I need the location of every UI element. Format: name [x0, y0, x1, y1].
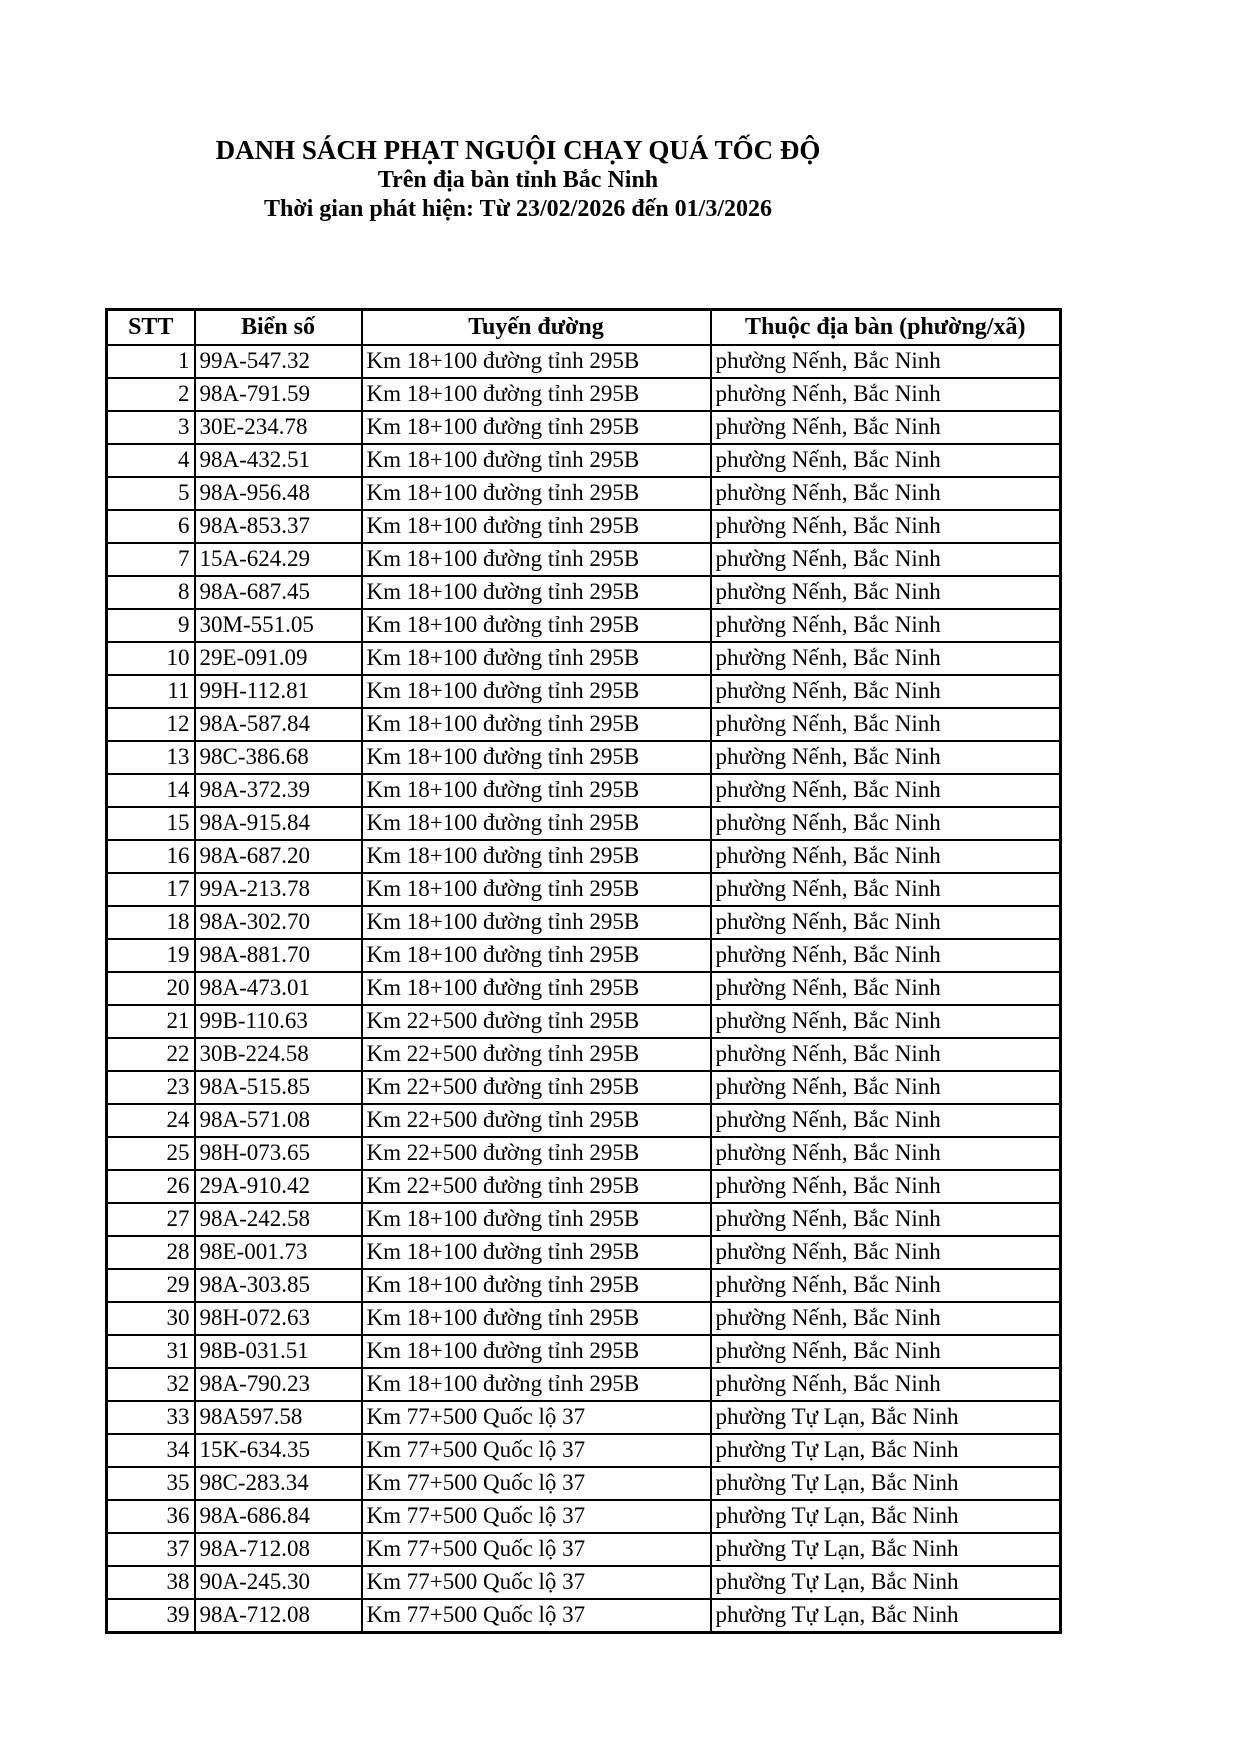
stt-cell: 30	[107, 1302, 195, 1335]
plate-cell: 98A-915.84	[195, 807, 362, 840]
plate-cell: 98A-881.70	[195, 939, 362, 972]
table-row	[107, 675, 1061, 708]
stt-cell: 34	[107, 1434, 195, 1467]
stt-cell: 8	[107, 576, 195, 609]
plate-cell: 98A-712.08	[195, 1599, 362, 1633]
table-row	[107, 708, 1061, 741]
stt-cell: 7	[107, 543, 195, 576]
location-cell: phường Nếnh, Bắc Ninh	[711, 873, 1061, 906]
location-cell: phường Nếnh, Bắc Ninh	[711, 411, 1061, 444]
table-row	[107, 345, 1061, 378]
location-cell: phường Nếnh, Bắc Ninh	[711, 477, 1061, 510]
road-cell: Km 18+100 đường tỉnh 295B	[362, 1335, 711, 1368]
document-subtitle: Trên địa bàn tỉnh Bắc Ninh	[377, 167, 659, 193]
plate-cell: 98B-031.51	[195, 1335, 362, 1368]
plate-cell: 98A-853.37	[195, 510, 362, 543]
location-cell: phường Tự Lạn, Bắc Ninh	[711, 1401, 1061, 1434]
document-header	[0, 134, 1036, 224]
stt-cell: 4	[107, 444, 195, 477]
road-cell: Km 18+100 đường tỉnh 295B	[362, 642, 711, 675]
table-row	[107, 510, 1061, 543]
stt-cell: 11	[107, 675, 195, 708]
stt-cell: 18	[107, 906, 195, 939]
stt-cell: 14	[107, 774, 195, 807]
table-header-row	[107, 310, 1061, 346]
location-cell: phường Nếnh, Bắc Ninh	[711, 1236, 1061, 1269]
stt-cell: 22	[107, 1038, 195, 1071]
plate-cell: 30B-224.58	[195, 1038, 362, 1071]
table-row	[107, 1170, 1061, 1203]
location-cell: phường Tự Lạn, Bắc Ninh	[711, 1434, 1061, 1467]
road-cell: Km 18+100 đường tỉnh 295B	[362, 840, 711, 873]
road-cell: Km 18+100 đường tỉnh 295B	[362, 378, 711, 411]
table-row	[107, 1203, 1061, 1236]
road-cell: Km 18+100 đường tỉnh 295B	[362, 576, 711, 609]
road-cell: Km 22+500 đường tỉnh 295B	[362, 1071, 711, 1104]
plate-cell: 99A-213.78	[195, 873, 362, 906]
table-row	[107, 1335, 1061, 1368]
location-cell: phường Nếnh, Bắc Ninh	[711, 444, 1061, 477]
stt-cell: 27	[107, 1203, 195, 1236]
road-cell: Km 77+500 Quốc lộ 37	[362, 1500, 711, 1533]
location-cell: phường Nếnh, Bắc Ninh	[711, 1302, 1061, 1335]
table-row	[107, 1434, 1061, 1467]
table-row	[107, 444, 1061, 477]
stt-cell: 33	[107, 1401, 195, 1434]
stt-cell: 16	[107, 840, 195, 873]
location-cell: phường Nếnh, Bắc Ninh	[711, 741, 1061, 774]
table-row	[107, 1104, 1061, 1137]
table-row	[107, 807, 1061, 840]
table-row	[107, 1302, 1061, 1335]
plate-cell: 15A-624.29	[195, 543, 362, 576]
road-cell: Km 18+100 đường tỉnh 295B	[362, 1269, 711, 1302]
location-cell: phường Nếnh, Bắc Ninh	[711, 1203, 1061, 1236]
plate-cell: 98H-073.65	[195, 1137, 362, 1170]
table-row	[107, 1269, 1061, 1302]
table-row	[107, 1599, 1061, 1633]
table-row	[107, 741, 1061, 774]
plate-cell: 98A-473.01	[195, 972, 362, 1005]
table-row	[107, 1566, 1061, 1599]
plate-cell: 98A-372.39	[195, 774, 362, 807]
table-row	[107, 378, 1061, 411]
location-cell: phường Nếnh, Bắc Ninh	[711, 1170, 1061, 1203]
road-cell: Km 22+500 đường tỉnh 295B	[362, 1104, 711, 1137]
road-cell: Km 18+100 đường tỉnh 295B	[362, 609, 711, 642]
road-cell: Km 77+500 Quốc lộ 37	[362, 1434, 711, 1467]
road-cell: Km 18+100 đường tỉnh 295B	[362, 477, 711, 510]
plate-cell: 98H-072.63	[195, 1302, 362, 1335]
road-cell: Km 18+100 đường tỉnh 295B	[362, 741, 711, 774]
location-cell: phường Nếnh, Bắc Ninh	[711, 972, 1061, 1005]
location-cell: phường Nếnh, Bắc Ninh	[711, 1368, 1061, 1401]
plate-cell: 98A-515.85	[195, 1071, 362, 1104]
location-cell: phường Nếnh, Bắc Ninh	[711, 345, 1061, 378]
road-cell: Km 18+100 đường tỉnh 295B	[362, 345, 711, 378]
header-location: Thuộc địa bàn (phường/xã)	[711, 310, 1061, 346]
road-cell: Km 18+100 đường tỉnh 295B	[362, 675, 711, 708]
stt-cell: 9	[107, 609, 195, 642]
road-cell: Km 77+500 Quốc lộ 37	[362, 1401, 711, 1434]
location-cell: phường Nếnh, Bắc Ninh	[711, 708, 1061, 741]
stt-cell: 12	[107, 708, 195, 741]
table-row	[107, 1005, 1061, 1038]
location-cell: phường Tự Lạn, Bắc Ninh	[711, 1533, 1061, 1566]
plate-cell: 98A-687.45	[195, 576, 362, 609]
road-cell: Km 18+100 đường tỉnh 295B	[362, 807, 711, 840]
location-cell: phường Nếnh, Bắc Ninh	[711, 840, 1061, 873]
location-cell: phường Nếnh, Bắc Ninh	[711, 576, 1061, 609]
table-row	[107, 642, 1061, 675]
table-row	[107, 1071, 1061, 1104]
plate-cell: 98C-386.68	[195, 741, 362, 774]
location-cell: phường Nếnh, Bắc Ninh	[711, 609, 1061, 642]
table-row	[107, 972, 1061, 1005]
road-cell: Km 22+500 đường tỉnh 295B	[362, 1038, 711, 1071]
plate-cell: 90A-245.30	[195, 1566, 362, 1599]
plate-cell: 99B-110.63	[195, 1005, 362, 1038]
header-plate: Biển số	[195, 310, 362, 346]
table-row	[107, 1368, 1061, 1401]
plate-cell: 99A-547.32	[195, 345, 362, 378]
stt-cell: 35	[107, 1467, 195, 1500]
road-cell: Km 77+500 Quốc lộ 37	[362, 1599, 711, 1633]
table-row	[107, 774, 1061, 807]
location-cell: phường Nếnh, Bắc Ninh	[711, 510, 1061, 543]
stt-cell: 15	[107, 807, 195, 840]
plate-cell: 98A-432.51	[195, 444, 362, 477]
plate-cell: 98A-302.70	[195, 906, 362, 939]
plate-cell: 98A-712.08	[195, 1533, 362, 1566]
road-cell: Km 18+100 đường tỉnh 295B	[362, 411, 711, 444]
plate-cell: 98A-242.58	[195, 1203, 362, 1236]
road-cell: Km 77+500 Quốc lộ 37	[362, 1533, 711, 1566]
stt-cell: 37	[107, 1533, 195, 1566]
location-cell: phường Nếnh, Bắc Ninh	[711, 807, 1061, 840]
road-cell: Km 18+100 đường tỉnh 295B	[362, 1302, 711, 1335]
stt-cell: 23	[107, 1071, 195, 1104]
location-cell: phường Nếnh, Bắc Ninh	[711, 774, 1061, 807]
stt-cell: 17	[107, 873, 195, 906]
plate-cell: 98A597.58	[195, 1401, 362, 1434]
plate-cell: 98A-571.08	[195, 1104, 362, 1137]
table-row	[107, 477, 1061, 510]
plate-cell: 98A-303.85	[195, 1269, 362, 1302]
road-cell: Km 18+100 đường tỉnh 295B	[362, 708, 711, 741]
stt-cell: 31	[107, 1335, 195, 1368]
plate-cell: 98C-283.34	[195, 1467, 362, 1500]
road-cell: Km 77+500 Quốc lộ 37	[362, 1467, 711, 1500]
stt-cell: 13	[107, 741, 195, 774]
road-cell: Km 18+100 đường tỉnh 295B	[362, 873, 711, 906]
road-cell: Km 22+500 đường tỉnh 295B	[362, 1170, 711, 1203]
stt-cell: 32	[107, 1368, 195, 1401]
table-row	[107, 1236, 1061, 1269]
location-cell: phường Nếnh, Bắc Ninh	[711, 675, 1061, 708]
table-row	[107, 543, 1061, 576]
location-cell: phường Nếnh, Bắc Ninh	[711, 1005, 1061, 1038]
plate-cell: 30M-551.05	[195, 609, 362, 642]
location-cell: phường Nếnh, Bắc Ninh	[711, 1038, 1061, 1071]
table-row	[107, 1533, 1061, 1566]
table-row	[107, 939, 1061, 972]
plate-cell: 98E-001.73	[195, 1236, 362, 1269]
violations-table	[105, 308, 1062, 1634]
location-cell: phường Nếnh, Bắc Ninh	[711, 378, 1061, 411]
location-cell: phường Nếnh, Bắc Ninh	[711, 642, 1061, 675]
stt-cell: 24	[107, 1104, 195, 1137]
table-row	[107, 1401, 1061, 1434]
location-cell: phường Nếnh, Bắc Ninh	[711, 543, 1061, 576]
road-cell: Km 18+100 đường tỉnh 295B	[362, 1368, 711, 1401]
road-cell: Km 18+100 đường tỉnh 295B	[362, 939, 711, 972]
road-cell: Km 18+100 đường tỉnh 295B	[362, 510, 711, 543]
stt-cell: 6	[107, 510, 195, 543]
stt-cell: 39	[107, 1599, 195, 1633]
stt-cell: 2	[107, 378, 195, 411]
stt-cell: 29	[107, 1269, 195, 1302]
location-cell: phường Nếnh, Bắc Ninh	[711, 1137, 1061, 1170]
header-road: Tuyến đường	[362, 310, 711, 346]
document-title: DANH SÁCH PHẠT NGUỘI CHẠY QUÁ TỐC ĐỘ	[215, 135, 821, 165]
table-row	[107, 873, 1061, 906]
document-date-range: Thời gian phát hiện: Từ 23/02/2026 đến 01/3/2026	[263, 196, 773, 222]
stt-cell: 25	[107, 1137, 195, 1170]
stt-cell: 28	[107, 1236, 195, 1269]
table-row	[107, 906, 1061, 939]
road-cell: Km 77+500 Quốc lộ 37	[362, 1566, 711, 1599]
location-cell: phường Nếnh, Bắc Ninh	[711, 1335, 1061, 1368]
table-row	[107, 576, 1061, 609]
location-cell: phường Nếnh, Bắc Ninh	[711, 1071, 1061, 1104]
table-row	[107, 840, 1061, 873]
plate-cell: 98A-587.84	[195, 708, 362, 741]
table-row	[107, 1467, 1061, 1500]
stt-cell: 21	[107, 1005, 195, 1038]
location-cell: phường Nếnh, Bắc Ninh	[711, 1269, 1061, 1302]
location-cell: phường Tự Lạn, Bắc Ninh	[711, 1467, 1061, 1500]
plate-cell: 98A-686.84	[195, 1500, 362, 1533]
table-row	[107, 411, 1061, 444]
plate-cell: 30E-234.78	[195, 411, 362, 444]
location-cell: phường Tự Lạn, Bắc Ninh	[711, 1566, 1061, 1599]
header-stt: STT	[107, 310, 195, 346]
stt-cell: 36	[107, 1500, 195, 1533]
stt-cell: 38	[107, 1566, 195, 1599]
road-cell: Km 18+100 đường tỉnh 295B	[362, 1203, 711, 1236]
road-cell: Km 18+100 đường tỉnh 295B	[362, 1236, 711, 1269]
road-cell: Km 18+100 đường tỉnh 295B	[362, 543, 711, 576]
plate-cell: 29A-910.42	[195, 1170, 362, 1203]
location-cell: phường Nếnh, Bắc Ninh	[711, 1104, 1061, 1137]
table-row	[107, 1038, 1061, 1071]
table-body	[107, 345, 1061, 1633]
stt-cell: 3	[107, 411, 195, 444]
road-cell: Km 22+500 đường tỉnh 295B	[362, 1137, 711, 1170]
stt-cell: 26	[107, 1170, 195, 1203]
plate-cell: 15K-634.35	[195, 1434, 362, 1467]
plate-cell: 98A-687.20	[195, 840, 362, 873]
road-cell: Km 22+500 đường tỉnh 295B	[362, 1005, 711, 1038]
stt-cell: 1	[107, 345, 195, 378]
road-cell: Km 18+100 đường tỉnh 295B	[362, 972, 711, 1005]
table-row	[107, 1500, 1061, 1533]
table-row	[107, 609, 1061, 642]
stt-cell: 10	[107, 642, 195, 675]
road-cell: Km 18+100 đường tỉnh 295B	[362, 444, 711, 477]
road-cell: Km 18+100 đường tỉnh 295B	[362, 774, 711, 807]
plate-cell: 98A-791.59	[195, 378, 362, 411]
stt-cell: 5	[107, 477, 195, 510]
location-cell: phường Nếnh, Bắc Ninh	[711, 939, 1061, 972]
road-cell: Km 18+100 đường tỉnh 295B	[362, 906, 711, 939]
location-cell: phường Nếnh, Bắc Ninh	[711, 906, 1061, 939]
plate-cell: 99H-112.81	[195, 675, 362, 708]
table-row	[107, 1137, 1061, 1170]
location-cell: phường Tự Lạn, Bắc Ninh	[711, 1500, 1061, 1533]
plate-cell: 98A-956.48	[195, 477, 362, 510]
plate-cell: 98A-790.23	[195, 1368, 362, 1401]
stt-cell: 20	[107, 972, 195, 1005]
plate-cell: 29E-091.09	[195, 642, 362, 675]
location-cell: phường Tự Lạn, Bắc Ninh	[711, 1599, 1061, 1633]
stt-cell: 19	[107, 939, 195, 972]
